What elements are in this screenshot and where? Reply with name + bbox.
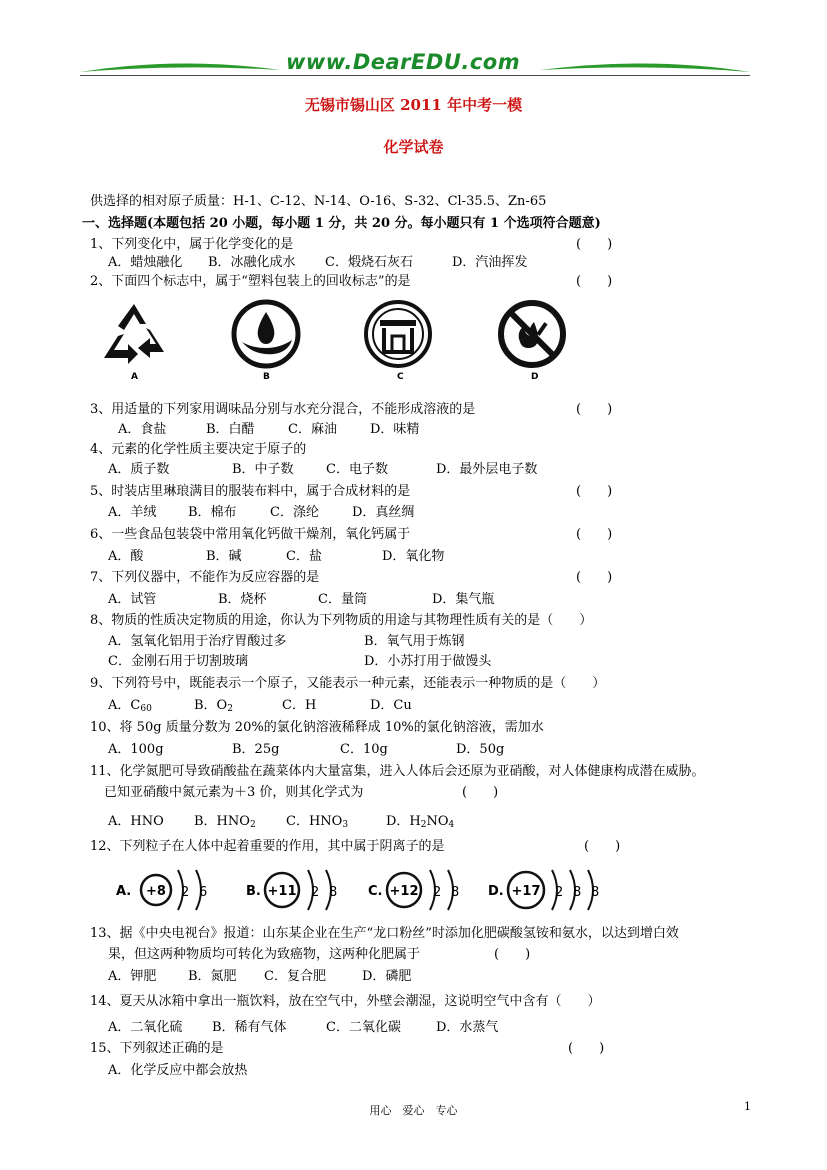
q12-answer-blank[interactable]: ( )	[584, 839, 621, 854]
q4-stem: 4、元素的化学性质主要决定于原子的	[90, 442, 307, 457]
q11-option-c	[286, 810, 348, 830]
q5-option-c: C．涤纶	[270, 505, 319, 520]
q9-option-a	[108, 694, 152, 714]
q9-option-d: D．Cu	[370, 698, 412, 713]
atom-a-label: A.	[116, 884, 132, 899]
atom-c-label: C.	[368, 884, 383, 899]
q8-option-a: A．氢氧化铝用于治疗胃酸过多	[108, 634, 287, 649]
q1-answer-blank[interactable]: ( )	[576, 237, 613, 252]
atom-d-shell-1: 2	[555, 885, 564, 900]
q15-answer-blank[interactable]: ( )	[568, 1041, 605, 1056]
atom-diagram-c	[368, 866, 476, 912]
q7-stem: 7、下列仪器中，不能作为反应容器的是	[90, 570, 320, 585]
atom-c-shell-1: 2	[433, 885, 442, 900]
q9-stem: 9、下列符号中，既能表示一个原子，又能表示一种元素，还能表示一种物质的是（ ）	[90, 676, 606, 691]
q14-option-c: C．二氧化碳	[326, 1020, 401, 1035]
q14-stem: 14、夏天从冰箱中拿出一瓶饮料，放在空气中，外壁会潮湿，这说明空气中含有（ ）	[90, 994, 601, 1009]
q5-option-a: A．羊绒	[108, 505, 157, 520]
q8-option-c: C．金刚石用于切割玻璃	[108, 654, 248, 669]
q6-option-c: C．盐	[286, 549, 322, 564]
q4-option-c: C．电子数	[326, 462, 388, 477]
section-heading: 一、选择题(本题包括 20 小题，每小题 1 分，共 20 分。每小题只有 1 个选项符合题意)	[82, 216, 601, 231]
q7-answer-blank[interactable]: ( )	[576, 570, 613, 585]
q11-option-c-text: C．HNO	[286, 814, 343, 829]
q14-option-a: A．二氧化硫	[108, 1020, 183, 1035]
q5-option-d: D．真丝绸	[352, 505, 415, 520]
q11-option-c-sub: 3	[342, 820, 349, 830]
atom-b-label: B.	[246, 884, 261, 899]
atom-diagram-a	[116, 866, 224, 912]
seal-icon	[360, 298, 436, 370]
q5-answer-blank[interactable]: ( )	[576, 484, 613, 499]
q13-stem: 13、据《中央电视台》报道：山东某企业在生产“龙口粉丝”时添加化肥碳酸氢铵和氨水，以达到增白效	[90, 926, 679, 941]
atom-diagram-b	[246, 866, 354, 912]
q9-option-c: C．H	[282, 698, 317, 713]
q11-option-d-sub: 2	[420, 820, 427, 830]
q1-option-c: C．煅烧石灰石	[325, 255, 413, 270]
exam-subtitle: 化学试卷	[383, 138, 444, 156]
q9-option-b	[194, 694, 233, 714]
no-fire-icon	[494, 298, 570, 370]
q10-option-c: C．10g	[340, 742, 388, 757]
right-swoosh-icon	[540, 60, 750, 74]
page-number: 1	[744, 1100, 751, 1113]
atom-d-shell-3: 8	[591, 885, 600, 900]
q7-option-d: D．集气瓶	[432, 592, 495, 607]
page-footer: 用心 爱心 专心	[369, 1104, 458, 1117]
q12-stem: 12、下列粒子在人体中起着重要的作用，其中属于阴离子的是	[90, 839, 445, 854]
q15-option-a: A．化学反应中都会放热	[108, 1063, 248, 1078]
q8-option-b: B．氧气用于炼钢	[364, 634, 465, 649]
q4-option-a: A．质子数	[108, 462, 170, 477]
sign-label-d: D	[531, 372, 539, 382]
q6-answer-blank[interactable]: ( )	[576, 527, 613, 542]
q15-stem: 15、下列叙述正确的是	[90, 1041, 224, 1056]
site-header	[80, 50, 750, 80]
recycle-icon	[94, 300, 174, 370]
q2-stem: 2、下面四个标志中，属于“塑料包装上的回收标志”的是	[90, 274, 411, 289]
q11-option-d	[386, 810, 454, 830]
q1-stem: 1、下列变化中，属于化学变化的是	[90, 237, 294, 252]
q8-stem: 8、物质的性质决定物质的用途，你认为下列物质的用途与其物理性质有关的是（ ）	[90, 613, 593, 628]
q7-option-b: B．烧杯	[218, 592, 267, 607]
q3-option-b: B．白醋	[206, 422, 255, 437]
q3-option-d: D．味精	[370, 422, 420, 437]
q3-option-a: A．食盐	[118, 422, 167, 437]
q11-answer-blank[interactable]: ( )	[462, 785, 499, 800]
q13-option-c: C．复合肥	[264, 969, 326, 984]
atom-d-label: D.	[488, 884, 504, 899]
q13-option-b: B．氮肥	[188, 969, 237, 984]
q9-option-a-text: A．C	[108, 698, 141, 713]
q6-stem: 6、一些食品包装袋中常用氧化钙做干燥剂，氧化钙属于	[90, 527, 411, 542]
q1-option-b: B．冰融化成水	[208, 255, 296, 270]
q11-option-d-text: D．H	[386, 814, 421, 829]
q14-option-d: D．水蒸气	[436, 1020, 499, 1035]
q10-option-a: A．100g	[108, 742, 164, 757]
q11-option-d-sub2: 4	[448, 820, 455, 830]
q2-answer-blank[interactable]: ( )	[576, 274, 613, 289]
q10-stem: 10、将 50g 质量分数为 20%的氯化钠溶液稀释成 10%的氯化钠溶液，需加水	[90, 720, 544, 735]
q9-option-a-sub: 60	[140, 704, 152, 714]
sign-label-c: C	[397, 372, 404, 382]
q4-option-b: B．中子数	[232, 462, 294, 477]
q3-option-c: C．麻油	[288, 422, 337, 437]
q3-stem: 3、用适量的下列家用调味品分别与水充分混合，不能形成溶液的是	[90, 402, 476, 417]
q6-option-b: B．碱	[206, 549, 242, 564]
atom-c-shell-2: 8	[451, 885, 460, 900]
q6-option-d: D．氧化物	[382, 549, 445, 564]
atomic-masses: 供选择的相对原子质量：H-1、C-12、N-14、O-16、S-32、Cl-35.5、Zn-65	[90, 194, 547, 209]
water-saving-icon	[230, 298, 302, 370]
q9-option-b-text: B．O	[194, 698, 228, 713]
q10-option-b: B．25g	[232, 742, 280, 757]
q13-option-d: D．磷肥	[362, 969, 412, 984]
q7-option-c: C．量筒	[318, 592, 367, 607]
q11-option-a: A．HNO	[108, 814, 164, 829]
site-logo[interactable]: www.DearEDU.com	[286, 50, 521, 74]
atom-b-nucleus: +11	[267, 884, 297, 899]
q14-option-b: B．稀有气体	[212, 1020, 287, 1035]
q11-option-b	[194, 810, 256, 830]
sign-label-b: B	[263, 372, 270, 382]
q13-option-a: A．钾肥	[108, 969, 157, 984]
q3-answer-blank[interactable]: ( )	[576, 402, 613, 417]
q11-option-d-tail: NO	[426, 814, 449, 829]
header-rule	[80, 75, 750, 76]
q9-option-b-sub: 2	[227, 704, 233, 714]
q1-option-a: A．蜡烛融化	[108, 255, 183, 270]
atom-a-shell-1: 2	[181, 885, 190, 900]
q11-option-b-sub: 2	[249, 820, 256, 830]
q8-option-d: D．小苏打用于做馒头	[364, 654, 492, 669]
q6-option-a: A．酸	[108, 549, 144, 564]
q10-option-d: D．50g	[456, 742, 505, 757]
sign-label-a: A	[131, 372, 138, 382]
q11-stem: 11、化学氮肥可导致硝酸盐在蔬菜体内大量富集，进入人体后会还原为亚硝酸，对人体健康构成潜在威胁。	[90, 764, 705, 779]
left-swoosh-icon	[80, 60, 280, 74]
exam-title: 无锡市锡山区 2011 年中考一模	[304, 96, 523, 114]
atom-b-shell-1: 2	[311, 885, 320, 900]
q5-option-b: B．棉布	[188, 505, 237, 520]
q1-option-d: D．汽油挥发	[452, 255, 528, 270]
atom-d-shell-2: 8	[573, 885, 582, 900]
q11-option-b-text: B．HNO	[194, 814, 250, 829]
atom-b-shell-2: 8	[329, 885, 338, 900]
atom-c-nucleus: +12	[389, 884, 419, 899]
q5-stem: 5、时装店里琳琅满目的服装布料中，属于合成材料的是	[90, 484, 411, 499]
q7-option-a: A．试管	[108, 592, 157, 607]
atom-a-nucleus: +8	[146, 884, 166, 899]
atom-diagram-d	[488, 866, 616, 912]
q4-option-d: D．最外层电子数	[436, 462, 538, 477]
q11-stem-2: 已知亚硝酸中氮元素为＋3 价，则其化学式为	[104, 785, 364, 800]
atom-d-nucleus: +17	[511, 884, 541, 899]
q13-stem-2: 果，但这两种物质均可转化为致癌物，这两种化肥属于	[108, 947, 421, 962]
q13-answer-blank[interactable]: ( )	[494, 947, 531, 962]
atom-a-shell-2: 6	[199, 885, 208, 900]
